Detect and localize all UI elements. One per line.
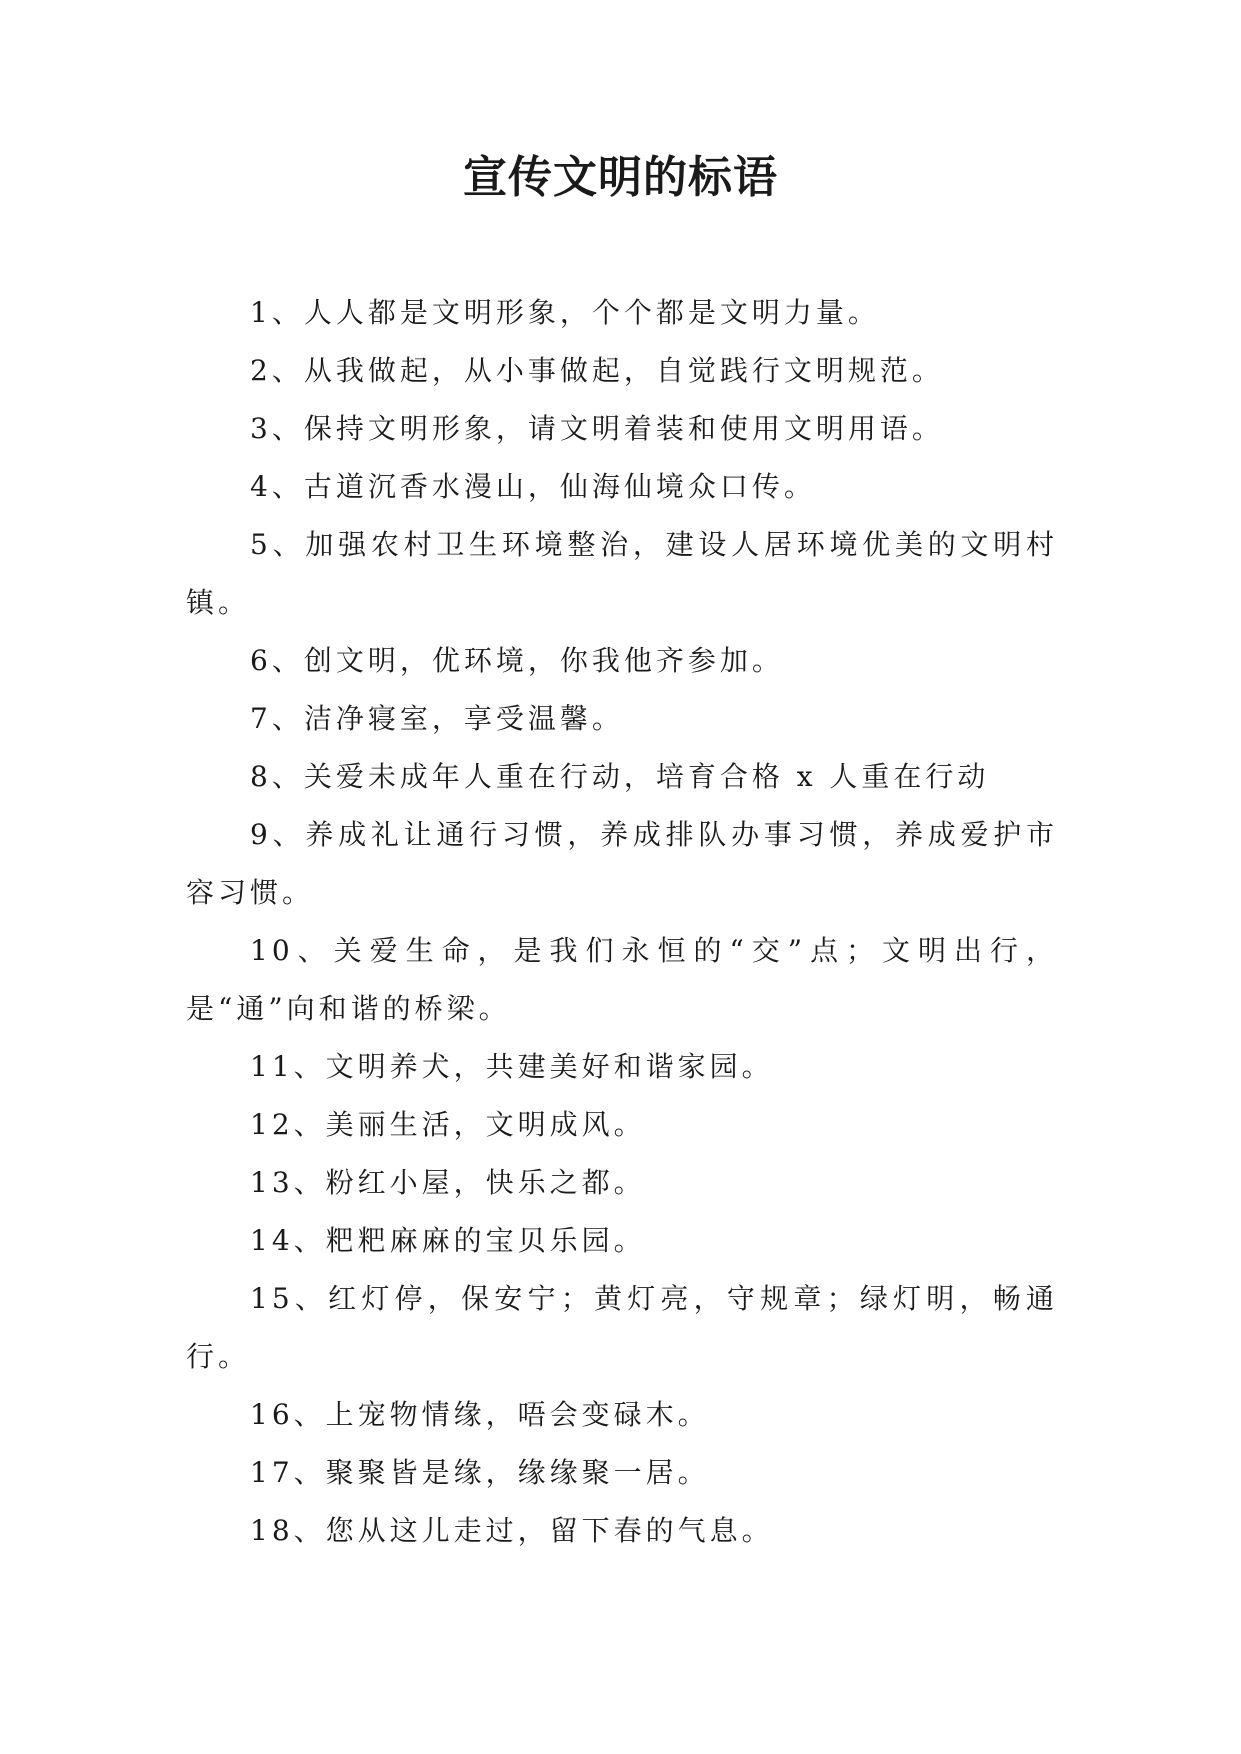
slogan-item: 10、关爱生命，是我们永恒的“交”点；文明出行，是“通”向和谐的桥梁。: [186, 934, 1058, 1025]
slogan-item: 18、您从这儿走过，留下春的气息。: [250, 1514, 774, 1547]
slogan-item: 12、美丽生活，文明成风。: [250, 1108, 646, 1141]
slogan-item: 11、文明养犬，共建美好和谐家园。: [250, 1050, 774, 1083]
document-title: 宣传文明的标语: [463, 152, 778, 203]
slogan-item: 7、洁净寝室，享受温馨。: [250, 702, 624, 735]
slogan-item: 8、关爱未成年人重在行动，培育合格 x 人重在行动: [250, 760, 990, 793]
slogan-item: 4、古道沉香水漫山，仙海仙境众口传。: [250, 470, 816, 503]
slogan-item: 5、加强农村卫生环境整治，建设人居环境优美的文明村镇。: [186, 528, 1058, 619]
slogan-item: 13、粉红小屋，快乐之都。: [250, 1166, 646, 1199]
slogan-item: 9、养成礼让通行习惯，养成排队办事习惯，养成爱护市容习惯。: [186, 818, 1058, 909]
slogan-item: 16、上宠物情缘，唔会变碌木。: [250, 1398, 710, 1431]
slogan-item: 1、人人都是文明形象，个个都是文明力量。: [250, 296, 880, 329]
slogan-item: 3、保持文明形象，请文明着装和使用文明用语。: [250, 412, 944, 445]
slogan-list: [186, 284, 1058, 1560]
slogan-item: 17、聚聚皆是缘，缘缘聚一居。: [250, 1456, 710, 1489]
slogan-item: 15、红灯停，保安宁；黄灯亮，守规章；绿灯明，畅通行。: [186, 1282, 1058, 1373]
slogan-item: 6、创文明，优环境，你我他齐参加。: [250, 644, 784, 677]
slogan-item: 2、从我做起，从小事做起，自觉践行文明规范。: [250, 354, 944, 387]
slogan-item: 14、粑粑麻麻的宝贝乐园。: [250, 1224, 646, 1257]
